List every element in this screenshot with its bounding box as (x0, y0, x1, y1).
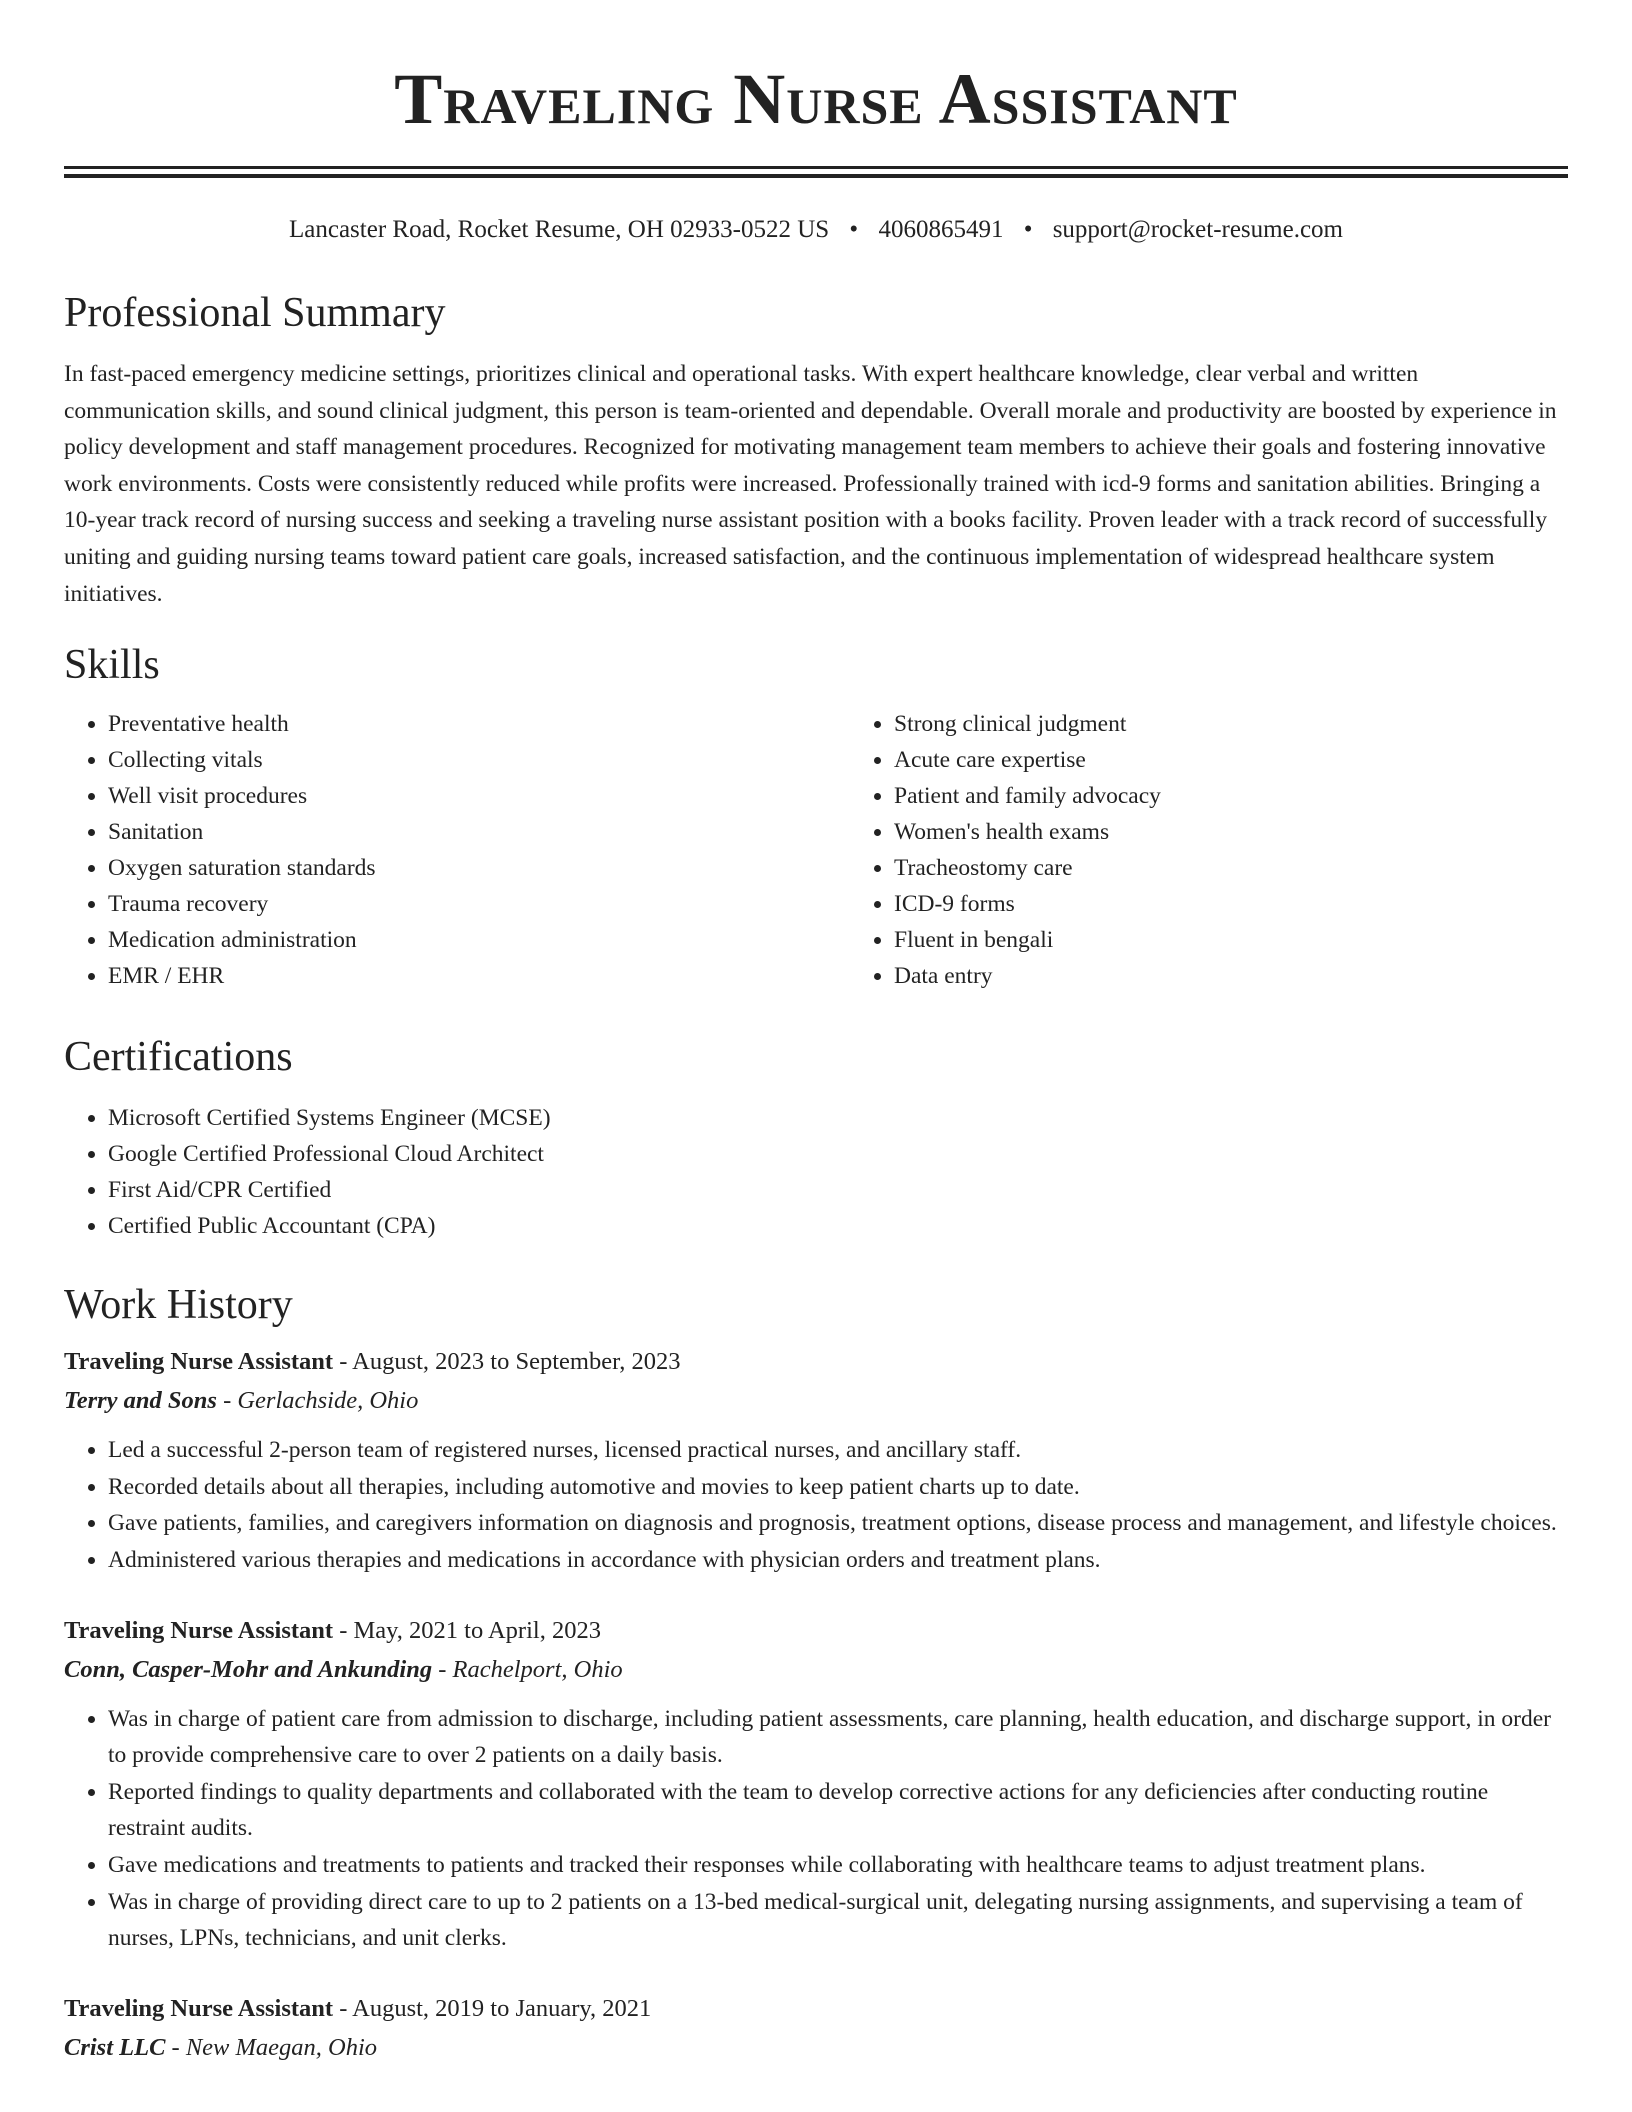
job-location: - Gerlachside, Ohio (216, 1387, 419, 1415)
job-header (64, 1611, 1568, 1651)
skill-item: • Women's health exams (894, 814, 1632, 850)
job-role: Traveling Nurse Assistant (64, 1616, 334, 1644)
skill-item: • Acute care expertise (894, 742, 1632, 778)
skill-item: • Patient and family advocacy (894, 778, 1632, 814)
skill-item: • Preventative health (108, 706, 850, 742)
skill-item: • Well visit procedures (108, 778, 850, 814)
skill-item: • ICD-9 forms (894, 886, 1632, 922)
job-duty: • Administered various therapies and medications in accordance with physician orders and treatment plans. (108, 1542, 1568, 1579)
skill-item: • Tracheostomy care (894, 850, 1632, 886)
resume-name: Traveling Nurse Assistant (394, 59, 1238, 139)
skill-item: • Medication administration (108, 922, 850, 958)
skill-item: • Sanitation (108, 814, 850, 850)
job-employer (64, 1382, 1568, 1420)
certification-item: • Certified Public Accountant (CPA) (108, 1208, 1568, 1244)
skill-item: • Fluent in bengali (894, 922, 1632, 958)
certifications-list (64, 1100, 1568, 1244)
job-duties-list (64, 1432, 1568, 1578)
job-duty: • Was in charge of providing direct care to up to 2 patients on a 13-bed medical-surgical unit, delegating nursing assignments, and supervising a team of nurses, LPNs, technicians, and unit clerks. (108, 1884, 1568, 1957)
summary-text: In fast-paced emergency medicine settings, prioritizes clinical and operational tasks. With expert healthcare knowledge, clear verbal and written communication skills, and sound clinical judgment, this person is team-oriented and dependable. Overall morale and productivity are boosted by experience in policy development and staff management procedures. Recognized for motivating management team members to achieve their goals and fostering innovative work environments. Costs were consistently reduced while profits were increased. Professionally trained with icd-9 forms and sanitation abilities. Bringing a 10-year track record of nursing success and seeking a traveling nurse assistant position with a books facility. Proven leader with a track record of successfully uniting and guiding nursing teams toward patient care goals, increased satisfaction, and the continuous implementation of widespread healthcare system initiatives. (64, 361, 1557, 607)
certification-item: • Google Certified Professional Cloud Architect (108, 1136, 1568, 1172)
skill-item: • Trauma recovery (108, 886, 850, 922)
contact-line (64, 214, 1568, 246)
skills-right-list (850, 706, 1632, 994)
job-duty: • Gave medications and treatments to patients and tracked their responses while collaborating with healthcare teams to adjust treatment plans. (108, 1847, 1568, 1884)
job-company: Conn, Casper-Mohr and Ankunding (64, 1655, 433, 1683)
job-entry (64, 1342, 1568, 1578)
skill-item: • Oxygen saturation standards (108, 850, 850, 886)
job-location: - Rachelport, Ohio (432, 1655, 623, 1683)
skills-left-list (64, 706, 850, 994)
job-duties-list (64, 1701, 1568, 1957)
work-history-heading: Work History (64, 1282, 293, 1329)
job-employer (64, 1651, 1568, 1689)
skill-item: • Collecting vitals (108, 742, 850, 778)
job-duty: • Was in charge of patient care from admission to discharge, including patient assessments, care planning, health education, and discharge support, in order to provide comprehensive care to over 2 patients on a daily basis. (108, 1701, 1568, 1774)
address: Lancaster Road, Rocket Resume, OH 02933-0522 US (288, 216, 830, 243)
job-location: - New Maegan, Ohio (165, 2033, 378, 2061)
job-dates: - May, 2021 to April, 2023 (333, 1616, 601, 1644)
certification-item: • Microsoft Certified Systems Engineer (MCSE) (108, 1100, 1568, 1136)
phone: 4060865491 (878, 216, 1004, 243)
job-duty: • Gave patients, families, and caregivers information on diagnosis and prognosis, treatment options, disease process and management, and lifestyle choices. (108, 1505, 1568, 1542)
job-employer (64, 2029, 1568, 2067)
job-role: Traveling Nurse Assistant (64, 1348, 334, 1376)
job-duty: • Led a successful 2-person team of registered nurses, licensed practical nurses, and ancillary staff. (108, 1432, 1568, 1469)
header-double-rule (64, 166, 1568, 178)
job-duty: • Recorded details about all therapies, including automotive and movies to keep patient charts up to date. (108, 1469, 1568, 1506)
skills-columns (64, 706, 1568, 994)
certification-item: • First Aid/CPR Certified (108, 1172, 1568, 1208)
job-header (64, 1342, 1568, 1382)
certifications-heading: Certifications (64, 1034, 293, 1081)
job-entry (64, 1989, 1568, 2067)
skill-item: • Strong clinical judgment (894, 706, 1632, 742)
contact-separator: • (1023, 216, 1033, 243)
job-header (64, 1989, 1568, 2029)
job-dates: - August, 2019 to January, 2021 (333, 1994, 652, 2022)
job-company: Crist LLC (64, 2033, 166, 2061)
skill-item: • Data entry (894, 958, 1632, 994)
summary-heading: Professional Summary (64, 290, 446, 336)
contact-separator: • (849, 216, 859, 243)
email: support@rocket-resume.com (1052, 216, 1343, 243)
skills-heading: Skills (64, 642, 160, 689)
job-company: Terry and Sons (64, 1387, 217, 1415)
job-duty: • Reported findings to quality departments and collaborated with the team to develop corrective actions for any deficiencies after conducting routine restraint audits. (108, 1774, 1568, 1847)
job-role: Traveling Nurse Assistant (64, 1994, 334, 2022)
job-dates: - August, 2023 to September, 2023 (333, 1348, 681, 1376)
job-entry (64, 1611, 1568, 1957)
skill-item: • EMR / EHR (108, 958, 850, 994)
